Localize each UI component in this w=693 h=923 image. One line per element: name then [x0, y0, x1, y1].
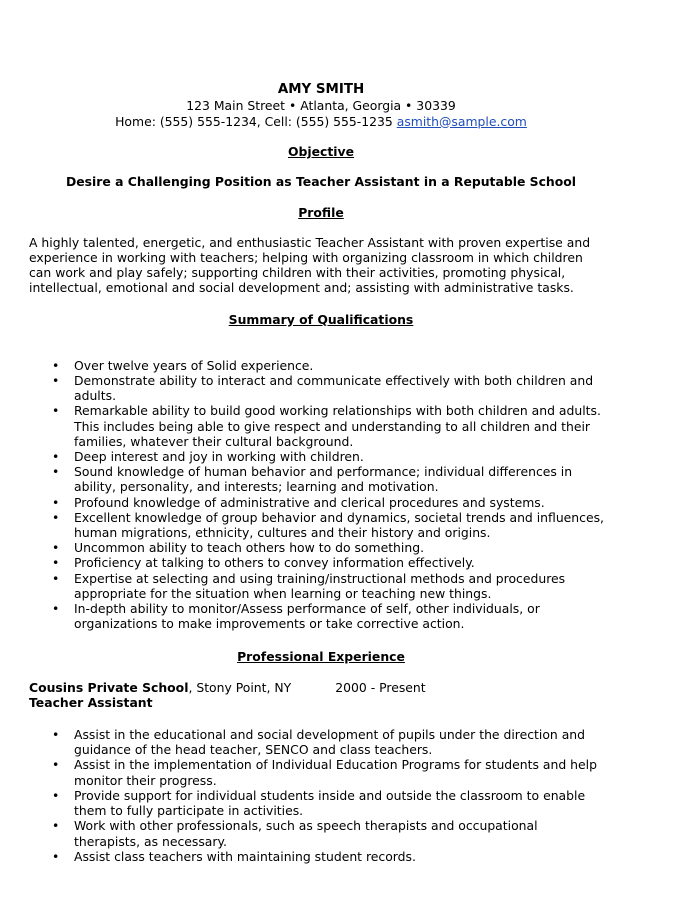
list-item-line: Remarkable ability to build good working relationships with both children and adults. — [74, 403, 601, 419]
list-item-line: Assist in the implementation of Individual Education Programs for students and help — [74, 757, 597, 773]
job-header — [29, 680, 613, 695]
list-item-line: Over twelve years of Solid experience. — [74, 357, 314, 373]
spacer — [29, 327, 613, 358]
email-link[interactable]: asmith@sample.com — [396, 113, 527, 129]
list-item-line: Proficiency at talking to others to convey information effectively. — [74, 555, 475, 571]
phone-numbers: Home: (555) 555-1234, Cell: (555) 555-1235 — [115, 113, 393, 129]
list-item — [52, 373, 613, 404]
resume-header — [29, 82, 613, 129]
spacer — [29, 220, 613, 235]
list-item-line: guidance of the head teacher, SENCO and class teachers. — [74, 742, 433, 758]
job-title: Teacher Assistant — [29, 694, 153, 710]
list-item — [52, 848, 613, 864]
list-item — [52, 540, 613, 556]
candidate-name: AMY SMITH — [277, 82, 365, 97]
list-item-line: human migrations, ethnicity, cultures and their history and origins. — [74, 525, 491, 541]
spacer — [29, 710, 613, 727]
job-location: , Stony Point, NY — [188, 679, 292, 695]
spacer — [29, 159, 613, 174]
list-item — [52, 494, 613, 510]
bullet-icon: • — [52, 601, 60, 617]
list-item-line: families, whatever their cultural background. — [74, 433, 354, 449]
list-item-line: monitor their progress. — [74, 772, 217, 788]
contact-line — [29, 114, 613, 130]
list-item-line: This includes being able to give respect and understanding to all children and their — [74, 418, 591, 434]
list-item — [52, 449, 613, 465]
qualifications-heading: Summary of Qualifications — [228, 311, 414, 327]
list-item — [52, 509, 613, 541]
list-item — [52, 818, 613, 849]
list-item-line: Work with other professionals, such as speech therapists and occupational — [74, 818, 538, 834]
bullet-icon: • — [52, 848, 60, 864]
job-school: Cousins Private School — [29, 679, 189, 695]
objective-text: Desire a Challenging Position as Teacher Assistant in a Reputable School — [65, 174, 577, 190]
list-item-line: Assist in the educational and social development of pupils under the direction and — [74, 727, 586, 743]
bullet-icon: • — [52, 757, 60, 773]
list-item — [52, 403, 613, 449]
profile-line: intellectual, emotional and social development and; assisting with administrative tasks. — [29, 280, 574, 296]
bullet-icon: • — [52, 357, 60, 373]
list-item-line: adults. — [74, 388, 117, 404]
list-item-line: ability, personality, and interests; learning and motivation. — [74, 479, 439, 495]
profile-paragraph — [29, 235, 613, 296]
list-item-line: therapists, as necessary. — [74, 833, 227, 849]
list-item-line: Provide support for individual students inside and outside the classroom to enable — [74, 787, 586, 803]
job-dates: 2000 - Present — [335, 679, 426, 695]
objective-heading: Objective — [287, 144, 355, 160]
spacer — [29, 296, 613, 312]
job-duties-list — [29, 727, 613, 864]
address-line: 123 Main Street • Atlanta, Georgia • 30339 — [186, 98, 456, 113]
list-item — [52, 570, 613, 601]
list-item-line: organizations to make improvements or take corrective action. — [74, 616, 465, 632]
experience-heading: Professional Experience — [237, 649, 405, 665]
bullet-icon: • — [52, 509, 60, 525]
list-item-line: appropriate for the situation when learning or teaching new things. — [74, 585, 492, 601]
list-item-line: Demonstrate ability to interact and communicate effectively with both children and — [74, 373, 594, 389]
qualifications-list — [29, 358, 613, 632]
bullet-icon: • — [52, 403, 60, 419]
bullet-icon: • — [52, 727, 60, 743]
list-item — [52, 601, 613, 632]
list-item-line: Profound knowledge of administrative and clerical procedures and systems. — [74, 494, 545, 510]
bullet-icon: • — [52, 494, 60, 510]
list-item-line: In-depth ability to monitor/Assess performance of self, other individuals, or — [74, 601, 540, 617]
list-item — [52, 727, 613, 758]
bullet-icon: • — [52, 818, 60, 834]
spacer — [29, 190, 613, 205]
bullet-icon: • — [52, 373, 60, 389]
list-item — [52, 464, 613, 495]
list-item-line: Expertise at selecting and using training/instructional methods and procedures — [74, 570, 566, 586]
list-item-line: Deep interest and joy in working with children. — [74, 449, 364, 465]
profile-line: A highly talented, energetic, and enthusiastic Teacher Assistant with proven expertise and — [29, 234, 591, 250]
list-item-line: them to fully participate in activities. — [74, 803, 304, 819]
bullet-icon: • — [52, 570, 60, 586]
profile-line: experience in working with teachers; helping with organizing classroom in which children — [29, 250, 583, 265]
list-item — [52, 787, 613, 819]
list-item-line: Sound knowledge of human behavior and performance; individual differences in — [74, 464, 573, 480]
list-item-line: Assist class teachers with maintaining student records. — [74, 848, 416, 864]
list-item — [52, 357, 613, 373]
list-item — [52, 757, 613, 788]
spacer — [29, 631, 613, 649]
profile-line: can work and play safely; supporting children with their activities, promoting physical, — [29, 265, 566, 281]
bullet-icon: • — [52, 540, 60, 556]
bullet-icon: • — [52, 464, 60, 480]
resume-document — [29, 82, 613, 864]
list-item — [52, 555, 613, 571]
spacer — [29, 665, 613, 680]
bullet-icon: • — [52, 555, 60, 571]
list-item-line: Excellent knowledge of group behavior and dynamics, societal trends and influences, — [74, 509, 604, 525]
profile-heading: Profile — [298, 204, 344, 220]
spacer — [29, 129, 613, 144]
bullet-icon: • — [52, 449, 60, 465]
list-item-line: Uncommon ability to teach others how to do something. — [74, 540, 425, 556]
bullet-icon: • — [52, 787, 60, 803]
